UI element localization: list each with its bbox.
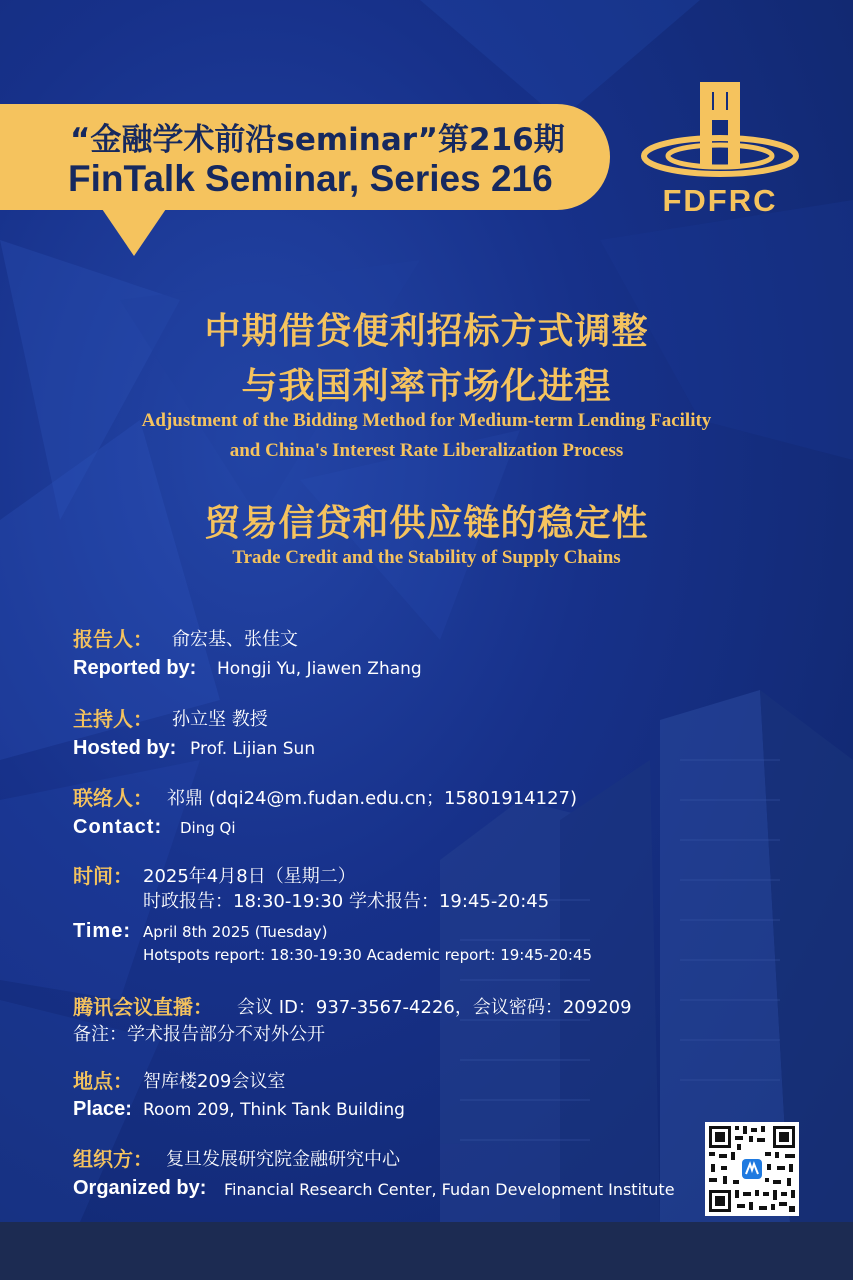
time-label-en: Time: [73,920,131,942]
time-date-cn: 2025年4月8日（星期二） [143,866,356,887]
remark-text: 备注：学术报告部分不对外公开 [73,1024,325,1045]
talk2-title-en: Trade Credit and the Stability of Supply Chains [232,547,621,568]
bottom-band [0,1222,853,1280]
talk1-title-en-line1: Adjustment of the Bidding Method for Medium-term Lending Facility [141,410,712,431]
reporter-value-cn: 俞宏基、张佳文 [172,629,298,650]
series-title-en: FinTalk Seminar, Series 216 [68,158,553,199]
time-date-en: April 8th 2025 (Tuesday) [143,923,328,941]
host-value-en: Prof. Lijian Sun [190,739,316,759]
talk1-title-cn-line2: 与我国利率市场化进程 [241,365,612,407]
host-label-cn: 主持人： [73,707,153,731]
organizer-label-cn: 组织方： [73,1147,153,1171]
time-sessions-cn: 时政报告：18:30-19:30 学术报告：19:45-20:45 [143,891,550,912]
contact-value-en: Ding Qi [180,819,236,837]
organizer-value-cn: 复旦发展研究院金融研究中心 [166,1149,400,1170]
tencent-meeting-label: 腾讯会议直播： [73,995,213,1019]
organizer-label-en: Organized by: [73,1177,207,1199]
talk1-title-en-line2: and China's Interest Rate Liberalization Process [229,440,624,461]
place-label-cn: 地点： [73,1069,133,1093]
tencent-meeting-value: 会议 ID：937-3567-4226，会议密码：209209 [237,997,632,1018]
talk1-title-cn-line1: 中期借贷便利招标方式调整 [204,310,649,352]
place-value-en: Room 209, Think Tank Building [143,1100,405,1120]
contact-label-cn: 联络人： [73,786,153,810]
talk2-title-cn: 贸易信贷和供应链的稳定性 [204,502,649,544]
place-label-en: Place: [73,1098,132,1120]
reporter-label-cn: 报告人： [73,627,153,651]
series-title-cn: “金融学术前沿seminar”第216期 [70,122,565,158]
reporter-value-en: Hongji Yu, Jiawen Zhang [217,659,422,679]
time-sessions-en: Hotspots report: 18:30-19:30 Academic report: 19:45-20:45 [143,946,593,964]
host-value-cn: 孙立坚 教授 [172,709,268,730]
place-value-cn: 智库楼209会议室 [143,1071,286,1092]
qr-code-icon [705,1122,799,1216]
reporter-label-en: Reported by: [73,657,197,679]
organizer-value-en: Financial Research Center, Fudan Development Institute [224,1180,675,1199]
banner-pointer [100,206,168,256]
host-label-en: Hosted by: [73,737,177,759]
time-label-cn: 时间： [73,864,133,888]
contact-label-en: Contact: [73,816,163,838]
meeting-qr-code[interactable] [705,1122,799,1216]
contact-value-cn: 祁鼎 (dqi24@m.fudan.edu.cn；15801914127) [167,788,578,809]
logo-wordmark: FDFRC [662,183,778,218]
